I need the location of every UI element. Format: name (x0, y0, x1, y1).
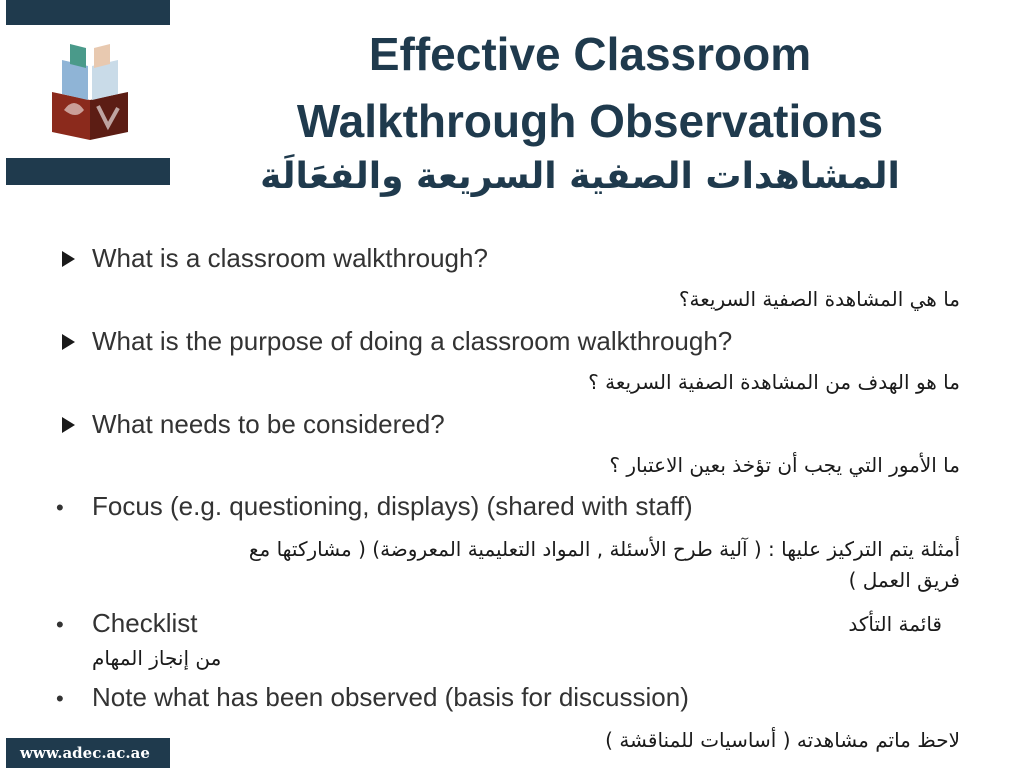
bullet-item-1-arabic: ما هي المشاهدة الصفية السريعة؟ (678, 287, 960, 311)
triangle-bullet-icon (62, 251, 75, 267)
middle-decor-bar (6, 158, 170, 185)
sub-item-checklist-arabic-2: من إنجاز المهام (92, 646, 222, 670)
arabic-title: المشاهدات الصفية السريعة والفعَالَة (260, 156, 900, 197)
sub-item-checklist: Checklist (92, 608, 198, 638)
triangle-bullet-icon (62, 334, 75, 350)
adec-logo-icon (40, 40, 140, 148)
bullet-item-2-arabic: ما هو الهدف من المشاهدة الصفية السريعة ؟ (588, 370, 960, 394)
bullet-item-3-arabic: ما الأمور التي يجب أن تؤخذ بعين الاعتبار ؟ (609, 453, 960, 477)
title-line-2: Walkthrough Observations (296, 95, 884, 147)
footer-url[interactable]: www.adec.ac.ae (6, 738, 170, 768)
triangle-bullet-icon (62, 417, 75, 433)
sub-item-checklist-arabic-1: قائمة التأكد (848, 612, 942, 636)
title-line-1: Effective Classroom (368, 28, 812, 80)
sub-item-note-arabic: لاحظ ماتم مشاهدته ( أساسيات للمناقشة ) (605, 728, 960, 752)
dot-bullet-icon: • (56, 612, 64, 637)
sub-item-focus-arabic-2: فريق العمل ) (848, 568, 960, 592)
dot-bullet-icon: • (56, 686, 64, 711)
top-decor-bar (6, 0, 170, 25)
sub-item-note: Note what has been observed (basis for discussion) (92, 682, 689, 712)
bullet-item-3: What needs to be considered? (92, 409, 445, 439)
sub-item-focus: Focus (e.g. questioning, displays) (shared with staff) (92, 491, 693, 521)
bullet-item-2: What is the purpose of doing a classroom walkthrough? (92, 326, 733, 356)
dot-bullet-icon: • (56, 495, 64, 520)
bullet-item-1: What is a classroom walkthrough? (92, 243, 488, 273)
sub-item-focus-arabic-1: أمثلة يتم التركيز عليها : ( آلية طرح الأسئلة , المواد التعليمية المعروضة) ( مشاركتها مع (248, 537, 960, 561)
